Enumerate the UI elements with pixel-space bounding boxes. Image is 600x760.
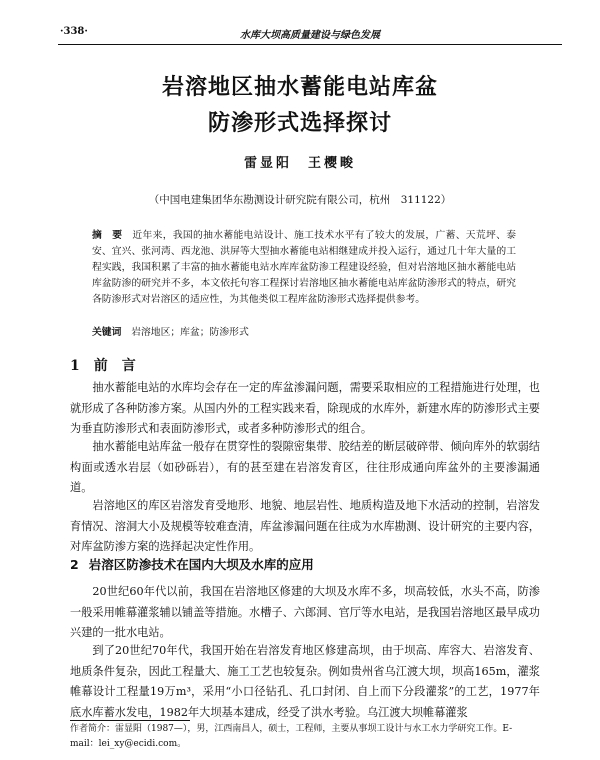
keywords-label: 关键词	[92, 327, 122, 338]
section-title: 岩溶区防渗技术在国内大坝及水库的应用	[88, 557, 314, 572]
header-rule	[58, 44, 562, 45]
section-heading-1	[70, 355, 136, 375]
abstract-text: 近年来，我国的抽水蓄能电站设计、施工技术水平有了较大的发展，广蓄、天荒坪、泰安、宜兴、张河湾、西龙池、洪屏等大型抽水蓄能电站相继建成并投入运行，通过几十年大量的工程实践，我国积累了丰富的抽水蓄能电站水库库盆防渗工程建设经验，但对岩溶地区抽水蓄能电站库盆防渗的研究并不多，本文依托句容工程探讨岩溶地区抽水蓄能电站库盆防渗形式的特点，研究各防渗形式对岩溶区的适应性，为其他类似工程库盆防渗形式选择提供参考。	[92, 230, 517, 305]
footnote-rule	[70, 720, 190, 721]
keywords	[92, 324, 516, 338]
abstract-label: 摘 要	[92, 230, 123, 241]
affiliation: （中国电建集团华东勘测设计研究院有限公司，杭州 311122）	[148, 194, 452, 206]
paper-title-line1: 岩溶地区抽水蓄能电站库盆	[161, 75, 438, 100]
keywords-text: 岩溶地区；库盆；防渗形式	[131, 327, 249, 338]
paragraph: 抽水蓄能电站库盆一般存在贯穿性的裂隙密集带、胶结差的断层破碎带、倾向库外的软弱结构面或透水岩层（如砂砾岩），有的甚至建在岩溶发育区，往往形成通向库盆外的主要渗漏通道。	[70, 440, 540, 494]
abstract	[92, 228, 516, 308]
author-footnote: 作者简介：雷显阳（1987—），男，江西南昌人，硕士，工程师，主要从事坝工设计与水工水力学研究工作。E-mail：lei_xy@ecidi.com。	[70, 724, 513, 749]
paragraph: 岩溶地区的库区岩溶发育受地形、地貌、地层岩性、地质构造及地下水活动的控制，岩溶发育情况、溶洞大小及规模等较难查清，库盆渗漏问题在往成为水库勘测、设计研究的主要内容，对库盆防渗方案的选择起决定性作用。	[70, 499, 540, 553]
page-number: ·338·	[60, 26, 88, 37]
authors: 雷显阳 王樱畯	[243, 156, 356, 171]
section-number: 2	[70, 557, 79, 572]
paragraph: 20世纪60年代以前，我国在岩溶地区修建的大坝及水库不多，坝高较低，水头不高，防渗一般采用帷幕灌浆辅以铺盖等措施。水槽子、六郎洞、官厅等水电站，是我国岩溶地区最早成功兴建的一批水电站。	[70, 585, 540, 639]
running-header	[60, 26, 560, 42]
section-heading-2	[70, 555, 314, 573]
section-title: 前 言	[93, 358, 136, 374]
paper-title-line2: 防渗形式选择探讨	[207, 111, 392, 136]
section-number: 1	[70, 358, 80, 374]
paragraph: 抽水蓄能电站的水库均会存在一定的库盆渗漏问题，需要采取相应的工程措施进行处理，也就形成了各种防渗方案。从国内外的工程实践来看，除现成的水库外，新建水库的防渗形式主要为垂直防渗形式和表面防渗形式，或者多种防渗形式的组合。	[70, 381, 540, 435]
paragraph: 到了20世纪70年代，我国开始在岩溶发育地区修建高坝，由于坝高、库容大、岩溶发育、地质条件复杂，因此工程量大、施工工艺也较复杂。例如贵州省乌江渡大坝，坝高165m，灌浆帷幕设计工程量19万m³，采用“小口径钻孔、孔口封闭、自上而下分段灌浆”的工艺，1977年底水库蓄水发电，1982年大坝基本建成，经受了洪水考验。乌江渡大坝帷幕灌浆	[70, 644, 540, 719]
journal-title: 水库大坝高质量建设与绿色发展	[240, 30, 380, 41]
